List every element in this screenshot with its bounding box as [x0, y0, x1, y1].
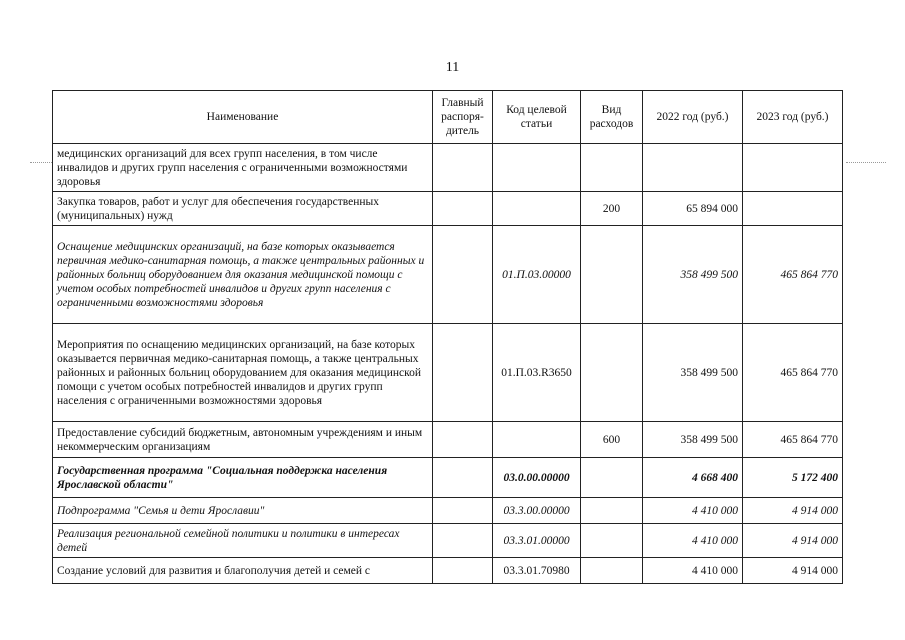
header-code: Код целевой статьи — [493, 91, 581, 144]
cell-expense-type — [581, 498, 643, 524]
cell-2023: 465 864 770 — [743, 226, 843, 324]
cell-2023 — [743, 144, 843, 192]
cell-manager — [433, 144, 493, 192]
table-row — [53, 422, 843, 458]
header-2022: 2022 год (руб.) — [643, 91, 743, 144]
header-name: Наименование — [53, 91, 433, 144]
cell-expense-type — [581, 558, 643, 584]
page-number: 11 — [445, 60, 460, 75]
cell-name: Предоставление субсидий бюджетным, автономным учреждениям и иным некоммерческим организациям — [53, 422, 433, 458]
cell-expense-type — [581, 324, 643, 422]
cell-name: медицинских организаций для всех групп населения, в том числе инвалидов и других групп населения с ограниченными возможностями здоровья — [53, 144, 433, 192]
cell-2022: 358 499 500 — [643, 226, 743, 324]
cell-code: 01.П.03.00000 — [493, 226, 581, 324]
cell-2022: 4 410 000 — [643, 498, 743, 524]
cell-manager — [433, 422, 493, 458]
cell-code: 01.П.03.R3650 — [493, 324, 581, 422]
table-row — [53, 558, 843, 584]
cell-code — [493, 144, 581, 192]
table-row — [53, 524, 843, 558]
cell-code: 03.3.00.00000 — [493, 498, 581, 524]
cell-2022: 65 894 000 — [643, 192, 743, 226]
cell-name: Оснащение медицинских организаций, на базе которых оказывается первичная медико-санитарная помощь, а также центральных районных и районных больниц оборудованием для оказания медицинской помощи с учетом особых потребностей инвалидов и других групп населения с ограниченными возможностями здоровья — [53, 226, 433, 324]
table-row — [53, 192, 843, 226]
cell-manager — [433, 498, 493, 524]
cell-code: 03.0.00.00000 — [493, 458, 581, 498]
cell-name: Государственная программа "Социальная поддержка населения Ярославской области" — [53, 458, 433, 498]
cell-manager — [433, 226, 493, 324]
cell-expense-type — [581, 144, 643, 192]
dotted-line-right — [846, 162, 886, 164]
budget-table — [52, 90, 843, 584]
table-row — [53, 226, 843, 324]
table-row — [53, 498, 843, 524]
cell-2022: 358 499 500 — [643, 422, 743, 458]
cell-name: Мероприятия по оснащению медицинских организаций, на базе которых оказывается первичная медико-санитарная помощь, а также центральных районных и районных больниц оборудованием для оказания медицинской помощи с учетом особых потребностей инвалидов и других групп населения с ограниченными возможностями здоровья — [53, 324, 433, 422]
cell-expense-type — [581, 226, 643, 324]
cell-2022: 4 668 400 — [643, 458, 743, 498]
cell-2023: 465 864 770 — [743, 422, 843, 458]
cell-code: 03.3.01.00000 — [493, 524, 581, 558]
cell-2023: 465 864 770 — [743, 324, 843, 422]
cell-manager — [433, 524, 493, 558]
cell-2023: 5 172 400 — [743, 458, 843, 498]
cell-code — [493, 192, 581, 226]
cell-expense-type — [581, 524, 643, 558]
cell-2022 — [643, 144, 743, 192]
dotted-line-left — [30, 162, 52, 164]
cell-name: Создание условий для развития и благополучия детей и семей с — [53, 558, 433, 584]
cell-2023: 4 914 000 — [743, 498, 843, 524]
cell-name: Реализация региональной семейной политики и политики в интересах детей — [53, 524, 433, 558]
cell-manager — [433, 324, 493, 422]
cell-expense-type: 600 — [581, 422, 643, 458]
header-row — [53, 91, 843, 144]
cell-expense-type: 200 — [581, 192, 643, 226]
header-2023: 2023 год (руб.) — [743, 91, 843, 144]
header-expense-type: Вид расходов — [581, 91, 643, 144]
table-row — [53, 144, 843, 192]
cell-manager — [433, 458, 493, 498]
cell-2022: 4 410 000 — [643, 558, 743, 584]
cell-expense-type — [581, 458, 643, 498]
cell-2022: 358 499 500 — [643, 324, 743, 422]
cell-2023: 4 914 000 — [743, 524, 843, 558]
cell-name: Подпрограмма "Семья и дети Ярославии" — [53, 498, 433, 524]
cell-manager — [433, 192, 493, 226]
cell-code — [493, 422, 581, 458]
table-row — [53, 458, 843, 498]
cell-2022: 4 410 000 — [643, 524, 743, 558]
header-manager: Главный распоря-дитель — [433, 91, 493, 144]
cell-2023 — [743, 192, 843, 226]
cell-code: 03.3.01.70980 — [493, 558, 581, 584]
cell-2023: 4 914 000 — [743, 558, 843, 584]
table-row — [53, 324, 843, 422]
cell-manager — [433, 558, 493, 584]
cell-name: Закупка товаров, работ и услуг для обеспечения государственных (муниципальных) нужд — [53, 192, 433, 226]
